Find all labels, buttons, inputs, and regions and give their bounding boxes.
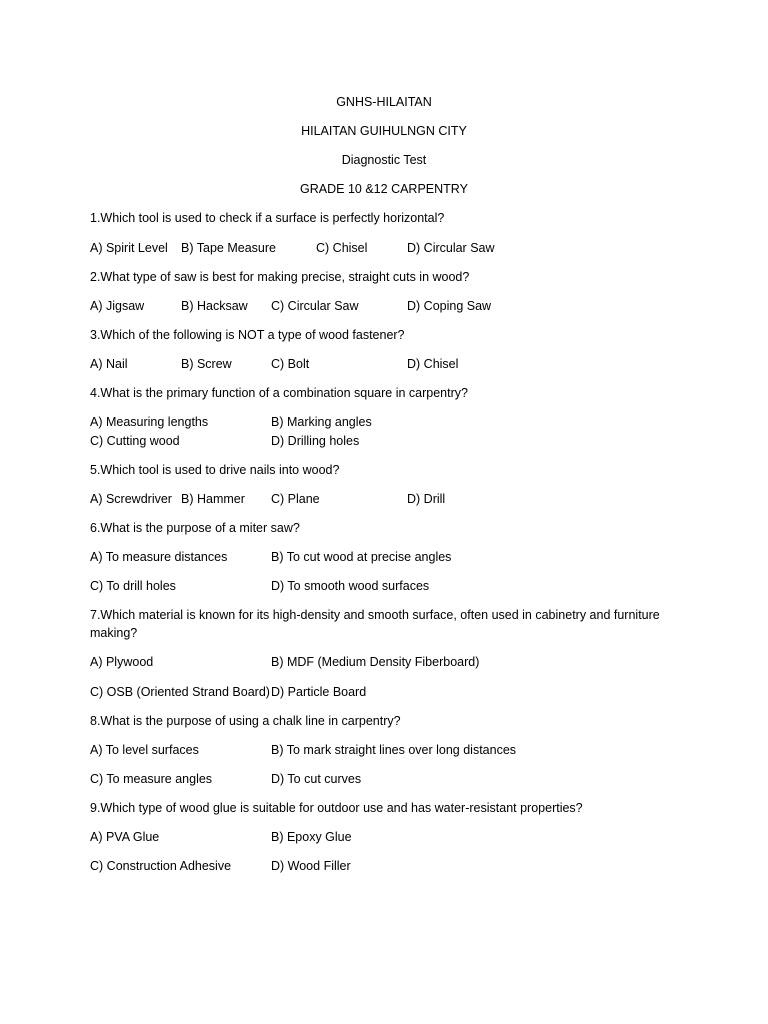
- q4-option-b: B) Marking angles: [271, 415, 372, 429]
- q8-option-c: C) To measure angles: [90, 772, 213, 786]
- q9-option-c: C) Construction Adhesive: [90, 859, 232, 873]
- q2-option-d: D) Coping Saw: [407, 299, 492, 313]
- q6-option-b: B) To cut wood at precise angles: [271, 550, 452, 564]
- q5-option-a: A) Screwdriver: [90, 492, 172, 506]
- q6-option-c: C) To drill holes: [90, 579, 176, 593]
- grade-subject: GRADE 10 &12 CARPENTRY: [300, 182, 468, 196]
- test-title: Diagnostic Test: [341, 153, 427, 167]
- question-2: 2.What type of saw is best for making precise, straight cuts in wood?: [90, 270, 470, 284]
- question-4: 4.What is the primary function of a combination square in carpentry?: [90, 386, 468, 400]
- question-8: 8.What is the purpose of using a chalk line in carpentry?: [90, 714, 401, 728]
- q1-option-d: D) Circular Saw: [407, 241, 495, 255]
- q3-option-b: B) Screw: [181, 357, 232, 371]
- q2-option-a: A) Jigsaw: [90, 299, 145, 313]
- question-1: 1.Which tool is used to check if a surface is perfectly horizontal?: [90, 211, 445, 225]
- q1-option-b: B) Tape Measure: [181, 241, 276, 255]
- question-6: 6.What is the purpose of a miter saw?: [90, 521, 300, 535]
- question-3: 3.Which of the following is NOT a type of wood fastener?: [90, 328, 405, 342]
- q2-option-c: C) Circular Saw: [271, 299, 359, 313]
- q4-option-d: D) Drilling holes: [271, 434, 360, 448]
- q1-option-a: A) Spirit Level: [90, 241, 168, 255]
- q9-option-a: A) PVA Glue: [90, 830, 160, 844]
- q3-option-c: C) Bolt: [271, 357, 310, 371]
- q9-option-d: D) Wood Filler: [271, 859, 351, 873]
- q6-option-d: D) To smooth wood surfaces: [271, 579, 430, 593]
- q5-option-c: C) Plane: [271, 492, 320, 506]
- q3-option-d: D) Chisel: [407, 357, 459, 371]
- q5-option-d: D) Drill: [407, 492, 446, 506]
- q1-option-c: C) Chisel: [316, 241, 368, 255]
- q2-option-b: B) Hacksaw: [181, 299, 248, 313]
- q4-option-a: A) Measuring lengths: [90, 415, 209, 429]
- q5-option-b: B) Hammer: [181, 492, 245, 506]
- school-name: GNHS-HILAITAN: [336, 95, 432, 109]
- question-9: 9.Which type of wood glue is suitable for outdoor use and has water-resistant properties?: [90, 801, 583, 815]
- q7-option-d: D) Particle Board: [271, 685, 367, 699]
- q7-option-b: B) MDF (Medium Density Fiberboard): [271, 655, 480, 669]
- q8-option-d: D) To cut curves: [271, 772, 362, 786]
- q7-option-a: A) Plywood: [90, 655, 154, 669]
- q9-option-b: B) Epoxy Glue: [271, 830, 352, 844]
- q6-option-a: A) To measure distances: [90, 550, 228, 564]
- question-5: 5.Which tool is used to drive nails into wood?: [90, 463, 340, 477]
- question-7: 7.Which material is known for its high-density and smooth surface, often used in cabinetry and furniture making?: [90, 608, 660, 640]
- q8-option-b: B) To mark straight lines over long distances: [271, 743, 517, 757]
- q3-option-a: A) Nail: [90, 357, 128, 371]
- q7-option-c: C) OSB (Oriented Strand Board): [90, 685, 270, 699]
- q8-option-a: A) To level surfaces: [90, 743, 199, 757]
- q4-option-c: C) Cutting wood: [90, 434, 180, 448]
- school-location: HILAITAN GUIHULNGN CITY: [301, 124, 467, 138]
